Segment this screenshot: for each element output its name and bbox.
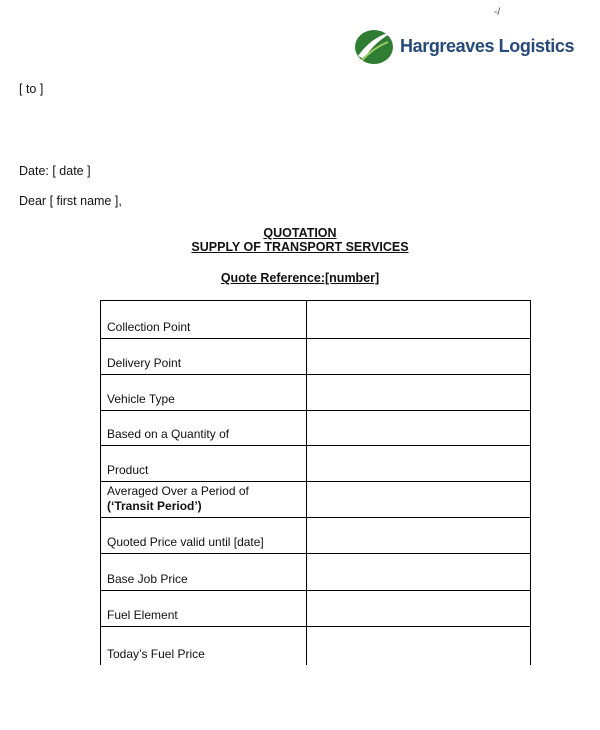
logo-mark-icon bbox=[354, 26, 394, 66]
date-line: Date: [ date ] bbox=[19, 164, 91, 178]
row-label: Today’s Fuel Price bbox=[101, 627, 307, 665]
table-row bbox=[101, 554, 531, 591]
company-logo bbox=[354, 26, 574, 66]
table-row bbox=[101, 375, 531, 411]
table-row bbox=[101, 446, 531, 482]
row-label: Product bbox=[101, 446, 307, 482]
document-title: QUOTATION bbox=[263, 226, 337, 240]
row-label: Collection Point bbox=[101, 301, 307, 339]
row-value bbox=[307, 301, 531, 339]
recipient-placeholder: [ to ] bbox=[19, 82, 44, 96]
row-label: Delivery Point bbox=[101, 339, 307, 375]
table-row bbox=[101, 627, 531, 665]
row-label: Vehicle Type bbox=[101, 375, 307, 411]
table-row bbox=[101, 518, 531, 554]
table-row bbox=[101, 301, 531, 339]
table-row bbox=[101, 339, 531, 375]
table-row bbox=[101, 591, 531, 627]
logo-text: Hargreaves Logistics bbox=[400, 35, 575, 56]
row-label: Base Job Price bbox=[101, 554, 307, 591]
quote-reference: Quote Reference:[number] bbox=[220, 271, 380, 285]
document-subtitle: SUPPLY OF TRANSPORT SERVICES bbox=[191, 240, 409, 254]
row-value bbox=[307, 591, 531, 627]
row-label-line: Averaged Over a Period of bbox=[107, 484, 249, 498]
row-value bbox=[307, 627, 531, 665]
row-value bbox=[307, 446, 531, 482]
row-value bbox=[307, 411, 531, 446]
row-value bbox=[307, 482, 531, 518]
table-row bbox=[101, 411, 531, 446]
row-label: Based on a Quantity of bbox=[101, 411, 307, 446]
row-value bbox=[307, 339, 531, 375]
table-row bbox=[101, 482, 531, 518]
salutation: Dear [ first name ], bbox=[19, 194, 122, 208]
row-value bbox=[307, 554, 531, 591]
row-value bbox=[307, 518, 531, 554]
page-corner-mark: -/ bbox=[494, 7, 501, 18]
row-label-extra: (‘Transit Period’) bbox=[107, 499, 202, 513]
row-value bbox=[307, 375, 531, 411]
row-label: Fuel Element bbox=[101, 591, 307, 627]
quotation-table bbox=[100, 300, 531, 665]
row-label bbox=[101, 482, 307, 518]
row-label: Quoted Price valid until [date] bbox=[101, 518, 307, 554]
